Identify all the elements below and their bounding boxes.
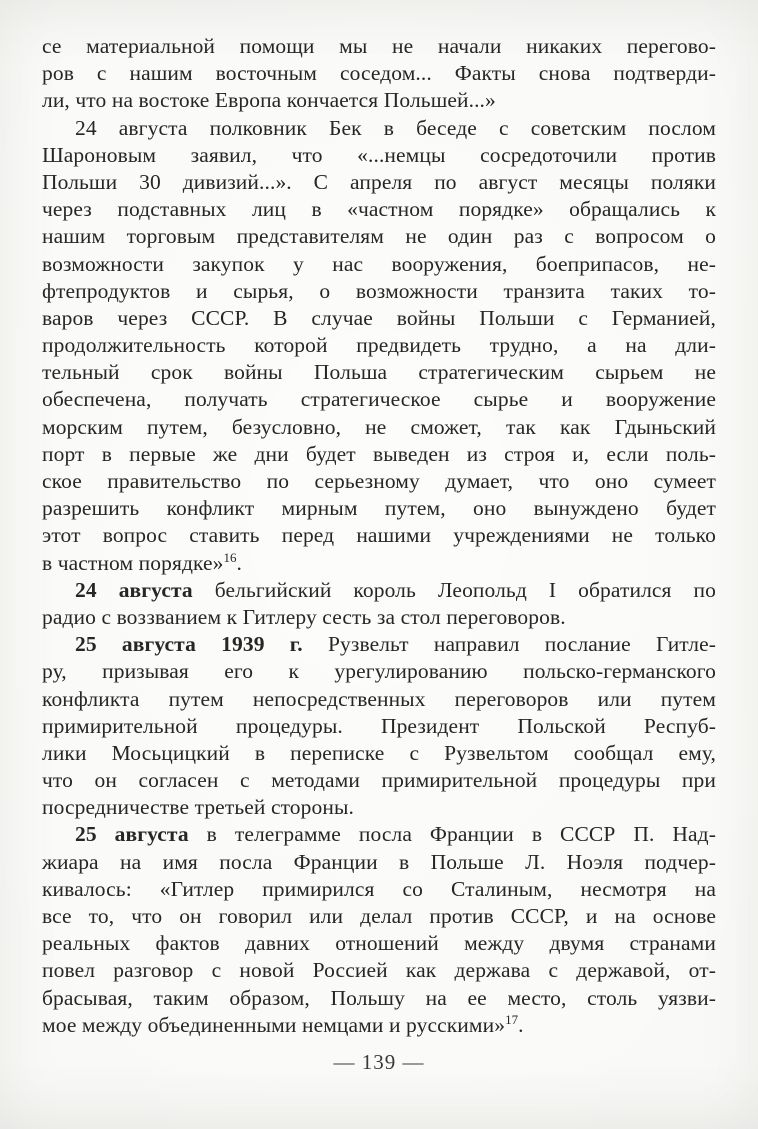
text-segment: брасывая, таким образом, Польшу на ее место, столь уязви- [42,985,716,1010]
text-segment: конфликта путем непосредственных переговоров или путем [42,686,716,711]
date-emphasis: 25 августа 1939 г. [75,632,303,657]
text-line [42,60,716,87]
text-line [42,957,716,984]
text-line [42,903,716,930]
text-segment: порт в первые же дни будет выведен из строя и, если поль- [42,441,716,466]
text-line [42,740,716,767]
text-segment: Польши 30 дивизий...». С апреля по август месяцы поляки [42,169,716,194]
text-line [42,849,716,876]
text-segment: ру, призывая его к урегулированию польско-германского [42,659,716,684]
text-line [42,577,716,604]
text-segment: 24 августа полковник Бек в беседе с советским послом [75,115,716,140]
footnote-reference: 17 [505,1011,519,1027]
text-line [42,631,716,658]
text-line [42,522,716,549]
text-segment: в частном порядке» [42,550,224,575]
text-segment: фтепродуктов и сырья, о возможности транзита таких то- [42,278,716,303]
paragraph [42,577,716,631]
paragraph [42,631,716,821]
text-segment: все то, что он говорил или делал против СССР, и на основе [42,904,716,928]
text-line [42,767,716,794]
text-segment: Шароновым заявил, что «...немцы сосредоточили против [42,142,716,167]
text-line [42,604,716,631]
text-segment: продолжительность которой предвидеть трудно, а на дли- [42,333,716,358]
text-segment: возможности закупок у нас вооружения, боеприпасов, не- [42,251,716,276]
paragraph [42,115,716,577]
text-segment: обеспечена, получать стратегическое сырье и вооружение [42,387,716,412]
text-segment: бельгийский король Леопольд I обратился по [192,577,716,602]
text-segment: реальных фактов давних отношений между двумя странами [42,931,716,956]
text-segment: примирительной процедуры. Президент Польской Респуб- [42,713,716,738]
text-line [42,876,716,903]
paragraph [42,33,716,115]
text-segment: в телеграмме посла Франции в СССР П. Над- [188,822,716,847]
text-line [42,713,716,740]
text-line [42,821,716,848]
text-line [42,468,716,495]
text-segment: разрешить конфликт мирным путем, оно вынуждено будет [42,496,716,521]
date-emphasis: 24 августа [75,577,193,602]
text-line [42,115,716,142]
text-line [42,278,716,305]
text-segment: через подставных лиц в «частном порядке» обращались к [42,197,716,222]
page-text-block [42,33,716,1039]
text-line [42,1012,716,1039]
text-segment: ли, что на востоке Европа кончается Польшей...» [42,88,496,113]
text-line [42,33,716,60]
text-segment: повел разговор с новой Россией как держава с державой, от- [42,958,716,983]
text-line [42,305,716,332]
text-segment: посредничестве третьей стороны. [42,795,354,820]
text-line [42,386,716,413]
text-line [42,414,716,441]
text-line [42,658,716,685]
text-line [42,495,716,522]
text-segment: тельный срок войны Польша стратегическим сырьем не [42,360,716,385]
text-line [42,142,716,169]
text-segment: . [518,1012,524,1037]
text-line [42,359,716,386]
text-line [42,332,716,359]
text-line [42,223,716,250]
text-line [42,251,716,278]
text-segment: нашим торговым представителям не один раз с вопросом о [42,224,716,249]
text-segment: жиара на имя посла Франции в Польше Л. Ноэля подчер- [42,849,716,874]
text-segment: этот вопрос ставить перед нашими учреждениями не только [42,523,716,548]
page-number: — 139 — [333,1050,425,1074]
text-segment: варов через СССР. В случае войны Польши с Германией, [42,305,716,330]
text-line [42,441,716,468]
text-segment: ров с нашим восточным соседом... Факты снова подтверди- [42,61,716,86]
text-segment: . [236,550,242,575]
text-segment: Рузвельт направил послание Гитле- [302,632,716,657]
text-line [42,794,716,821]
text-line [42,169,716,196]
text-segment: морским путем, безусловно, не сможет, так как Гдыньский [42,414,716,439]
text-line [42,87,716,114]
text-line [42,550,716,577]
text-line [42,985,716,1012]
date-emphasis: 25 августа [75,822,189,847]
text-segment: лики Мосьцицкий в переписке с Рузвельтом сообщал ему, [42,740,716,765]
footnote-reference: 16 [223,549,237,565]
text-line [42,196,716,223]
text-segment: мое между объединенными немцами и русскими» [42,1012,506,1037]
text-segment: радио с воззванием к Гитлеру сесть за стол переговоров. [42,604,566,629]
text-line [42,686,716,713]
text-segment: се материальной помощи мы не начали никаких перегово- [42,34,716,58]
paragraph [42,821,716,1039]
text-segment: кивалось: «Гитлер примирился со Сталиным, несмотря на [42,876,716,901]
text-segment: ское правительство по серьезному думает, что оно сумеет [42,469,716,493]
text-segment: что он согласен с методами примирительной процедуры при [42,768,716,793]
text-line [42,930,716,957]
